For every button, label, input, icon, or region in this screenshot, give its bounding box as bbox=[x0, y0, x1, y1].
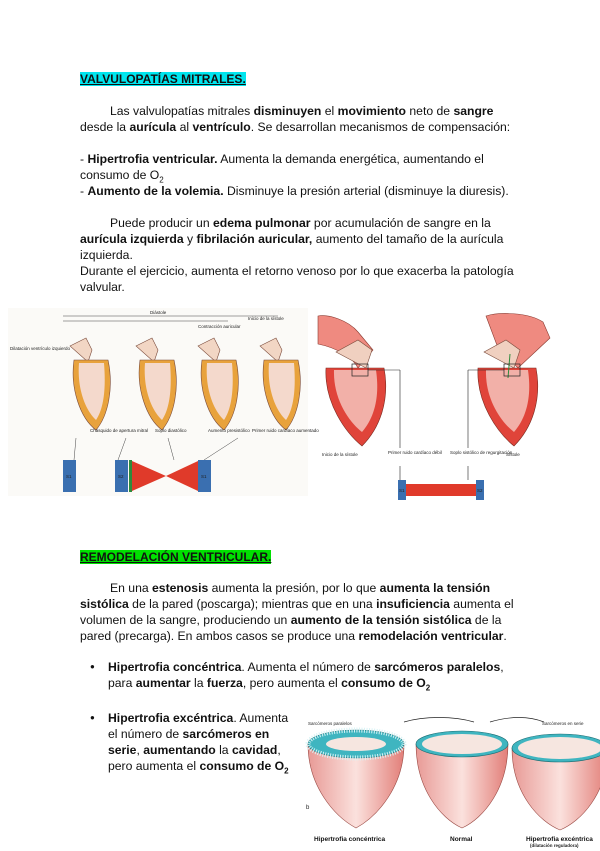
label-series-sarcomeres: Sarcómeros en serie bbox=[542, 721, 584, 726]
bullet-eccentric: ● Hipertrofia excéntrica. Aumenta el número de sarcómeros en serie, aumentando la cavidad, pero aumenta el consumo de $O_2$ bbox=[90, 710, 295, 779]
remodeling-diagram bbox=[304, 716, 600, 848]
heart-1 bbox=[70, 338, 110, 430]
caption-presistolico: Aumento presistólico bbox=[208, 428, 250, 433]
bullet-list-2 bbox=[90, 710, 295, 779]
exercise-paragraph: Durante el ejercicio, aumenta el retorno venoso por lo que exacerba la patología valvular. bbox=[80, 264, 514, 294]
compensation-item-hipertrofia: - Hipertrofia ventricular. Aumenta la demanda energética, aumentando el consumo de $O_2$ bbox=[80, 152, 484, 185]
murmur-decrescendo bbox=[132, 461, 166, 491]
figure-letter: b bbox=[306, 805, 310, 811]
caption-eccentric: Hipertrofia excéntrica bbox=[526, 836, 593, 843]
svg-text:S1: S1 bbox=[66, 474, 72, 479]
caption-eccentric-sub: (dilatación reguladora) bbox=[530, 843, 579, 848]
label-first-sound: Primer ruido cardíaco débil bbox=[388, 450, 442, 455]
label-parallel-sarcomeres: Sarcómeros paralelos bbox=[308, 721, 352, 726]
top-label-systole: Inicio de la sístole bbox=[248, 316, 284, 321]
heart-concentric bbox=[308, 730, 404, 828]
caption-normal: Normal bbox=[450, 836, 473, 843]
heart-2 bbox=[136, 338, 176, 430]
section-heading-valvulopatias bbox=[80, 71, 246, 87]
heart-3 bbox=[198, 338, 238, 430]
holosystolic-murmur bbox=[406, 484, 476, 496]
caption-chasquido: Chasquido de apertura mitral bbox=[90, 428, 149, 433]
opening-snap-mark bbox=[129, 460, 132, 492]
top-label-diastole: Diástole bbox=[150, 310, 167, 315]
heart-normal bbox=[416, 731, 508, 828]
svg-text:S2: S2 bbox=[118, 474, 124, 479]
figure-ventricular-remodeling bbox=[304, 716, 600, 848]
heading-text: REMODELACIÓN VENTRICULAR. bbox=[80, 550, 272, 564]
top-label-contraction: Contracción auricular bbox=[198, 324, 241, 329]
caption-primer-ruido: Primer ruido cardíaco aumentado bbox=[252, 428, 319, 433]
heart-start-systole bbox=[318, 316, 386, 446]
stenosis-diagram bbox=[8, 308, 319, 496]
remodeling-paragraph: En una estenosis aumenta la presión, por lo que aumenta la tensión sistólica de la pared (poscarga); mientras que en una insuficiencia aumenta el volumen de la sangre, produciendo un aumento de la tensión sistólica de la pared (precarga). En ambos casos se produce una remodelación ventricular. bbox=[80, 581, 514, 643]
svg-text:S2: S2 bbox=[477, 488, 483, 493]
heart-systole bbox=[478, 314, 550, 446]
svg-text:S1: S1 bbox=[201, 474, 207, 479]
regurgitation-diagram bbox=[318, 308, 558, 500]
label-start-systole: Inicio de la sístole bbox=[322, 452, 358, 457]
caption-concentric: Hipertrofia concéntrica bbox=[314, 836, 386, 843]
heart-4 bbox=[260, 338, 300, 430]
side-label: Dilatación ventrículo izquierdo bbox=[10, 346, 71, 351]
svg-text:S1: S1 bbox=[399, 488, 405, 493]
compensation-item-volemia: - Aumento de la volemia. Disminuye la presión arterial (disminuye la diuresis). bbox=[80, 184, 509, 198]
heading-text: VALVULOPATÍAS MITRALES. bbox=[80, 72, 246, 86]
murmur-crescendo bbox=[166, 461, 198, 491]
bullet-concentric: ● Hipertrofia concéntrica. Aumenta el número de sarcómeros paralelos, para aumentar la fuerza, pero aumenta el consumo de $O_2$ bbox=[90, 659, 520, 696]
figure-mitral-regurgitation bbox=[318, 308, 558, 500]
heart-eccentric bbox=[512, 734, 600, 830]
intro-paragraph: Las valvulopatías mitrales disminuyen el movimiento neto de sangre desde la aurícula al ventrículo. Se desarrollan mecanismos de compensación: bbox=[80, 104, 511, 134]
caption-soplo: Soplo diastólico bbox=[155, 428, 187, 433]
label-systole: Sístole bbox=[506, 452, 520, 457]
figure-mitral-stenosis bbox=[8, 308, 319, 496]
label-regurgitation-murmur: Soplo sistólico de regurgitación bbox=[450, 450, 513, 455]
section-heading-remodelacion bbox=[80, 549, 271, 565]
bullet-list-1 bbox=[90, 659, 520, 696]
edema-paragraph: Puede producir un edema pulmonar por acumulación de sangre en la aurícula izquierda y fibrilación auricular, aumento del tamaño de la aurícula izquierda. bbox=[80, 216, 504, 262]
